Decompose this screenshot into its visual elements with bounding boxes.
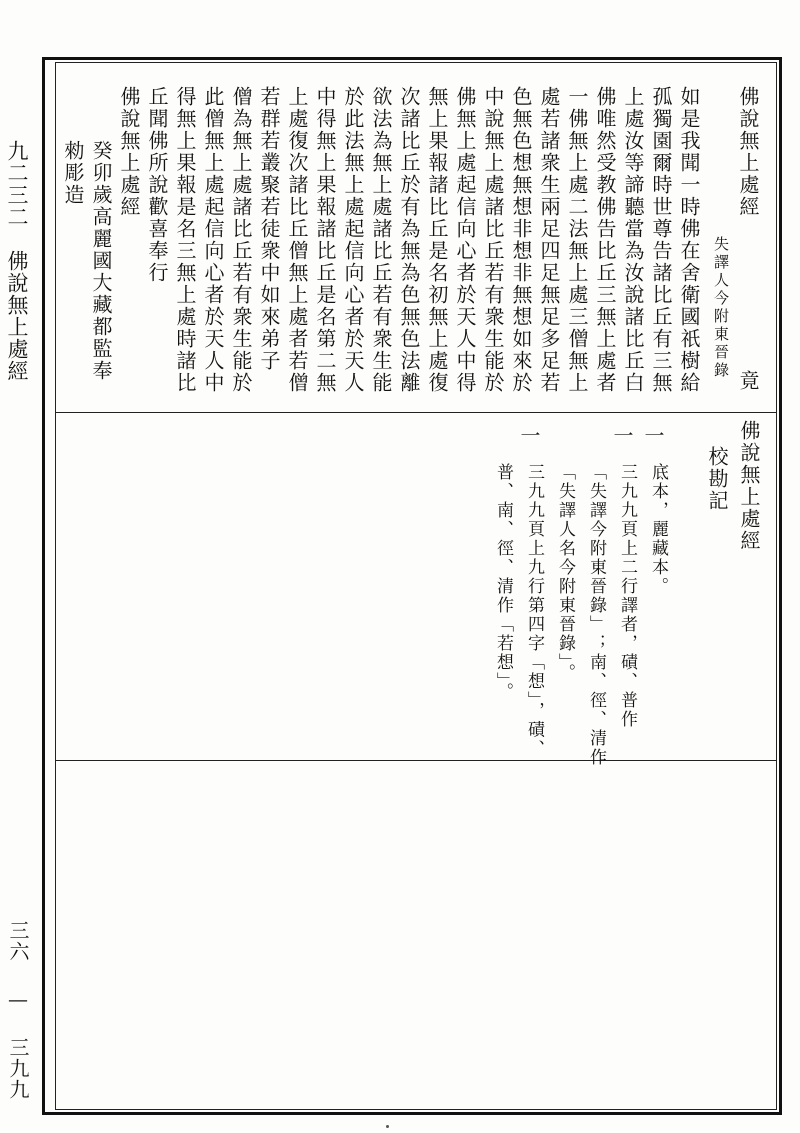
collation-marker: 一 [641,425,665,447]
sutra-line: 丘聞佛所說歡喜奉行 [145,86,169,284]
collation-entry: 底本，麗藏本。 [648,463,668,596]
collation-entry: 「失譯今附東晉錄」；南、徑、清作 [586,463,606,767]
section-divider-top [55,412,777,413]
collation-heading: 校勘記 [705,446,729,512]
sutra-title: 佛說無上處經 [736,86,760,218]
sutra-line: 中說無上處諸比丘若有衆生能於 [481,86,505,394]
collation-entry: 普、南、徑、清作「若想」。 [493,463,513,702]
sutra-end-title: 佛說無上處經 [117,86,141,218]
section-divider-bottom [55,760,777,761]
margin-page-number: 三六 — 三九九 [6,920,30,1100]
sutra-line: 一佛無上處二法無上處三僧無上 [565,86,589,394]
sutra-line: 佛唯然受教佛告比丘三無上處者 [593,86,617,394]
sutra-line: 處若諸衆生兩足四足無足多足若 [537,86,561,394]
sutra-line: 若群若叢聚若徒衆中如來弟子 [257,86,281,372]
sutra-line: 僧為無上處諸比丘若有衆生能於 [229,86,253,394]
sutra-line: 孤獨園爾時世尊告諸比丘有三無 [649,86,673,394]
sutra-line: 如是我聞一時佛在舍衛國祇樹給 [677,86,701,394]
sutra-line: 佛無上處起信向心者於天人中得 [453,86,477,394]
sutra-line: 得無上果報是名三無上處時諸比 [173,86,197,394]
sutra-line: 上處汝等諦聽當為汝說諸比丘白 [621,86,645,394]
sutra-line: 次諸比丘於有為無為色無色法離 [397,86,421,394]
sutra-line: 此僧無上處起信向心者於天人中 [201,86,225,394]
sutra-line: 上處復次諸比丘僧無上處者若僧 [285,86,309,394]
margin-sutra-title: 九二三二 佛說無上處經 [5,140,29,382]
collation-marker: 一 [610,425,634,447]
collation-entry: 三九九頁上二行譯者，磧、普作 [617,463,637,729]
translator-note: 失譯人今附東晉錄 [712,236,730,380]
collation-entry: 三九九頁上九行第四字「想」，磧、 [524,463,544,759]
sutra-line: 中得無上果報諸比丘是名第二無 [313,86,337,394]
colophon-line: 勑彫造 [61,140,85,206]
sutra-line: 於此法無上處起信向心者於天人 [341,86,365,394]
collation-entry: 「失譯人名今附東晉錄」。 [555,463,575,683]
volume-mark: 竟 [736,370,760,392]
sutra-line: 無上果報諸比丘是名初無上處復 [425,86,449,394]
sutra-line: 欲法為無上處諸比丘若有衆生能 [369,86,393,394]
collation-sutra-title: 佛說無上處經 [737,420,761,552]
sutra-line: 色無色想無想非想非無想如來於 [509,86,533,394]
scan-speck [386,1125,389,1128]
collation-marker: 一 [517,425,541,447]
colophon-line: 癸卯歲高麗國大藏都監奉 [89,140,113,382]
